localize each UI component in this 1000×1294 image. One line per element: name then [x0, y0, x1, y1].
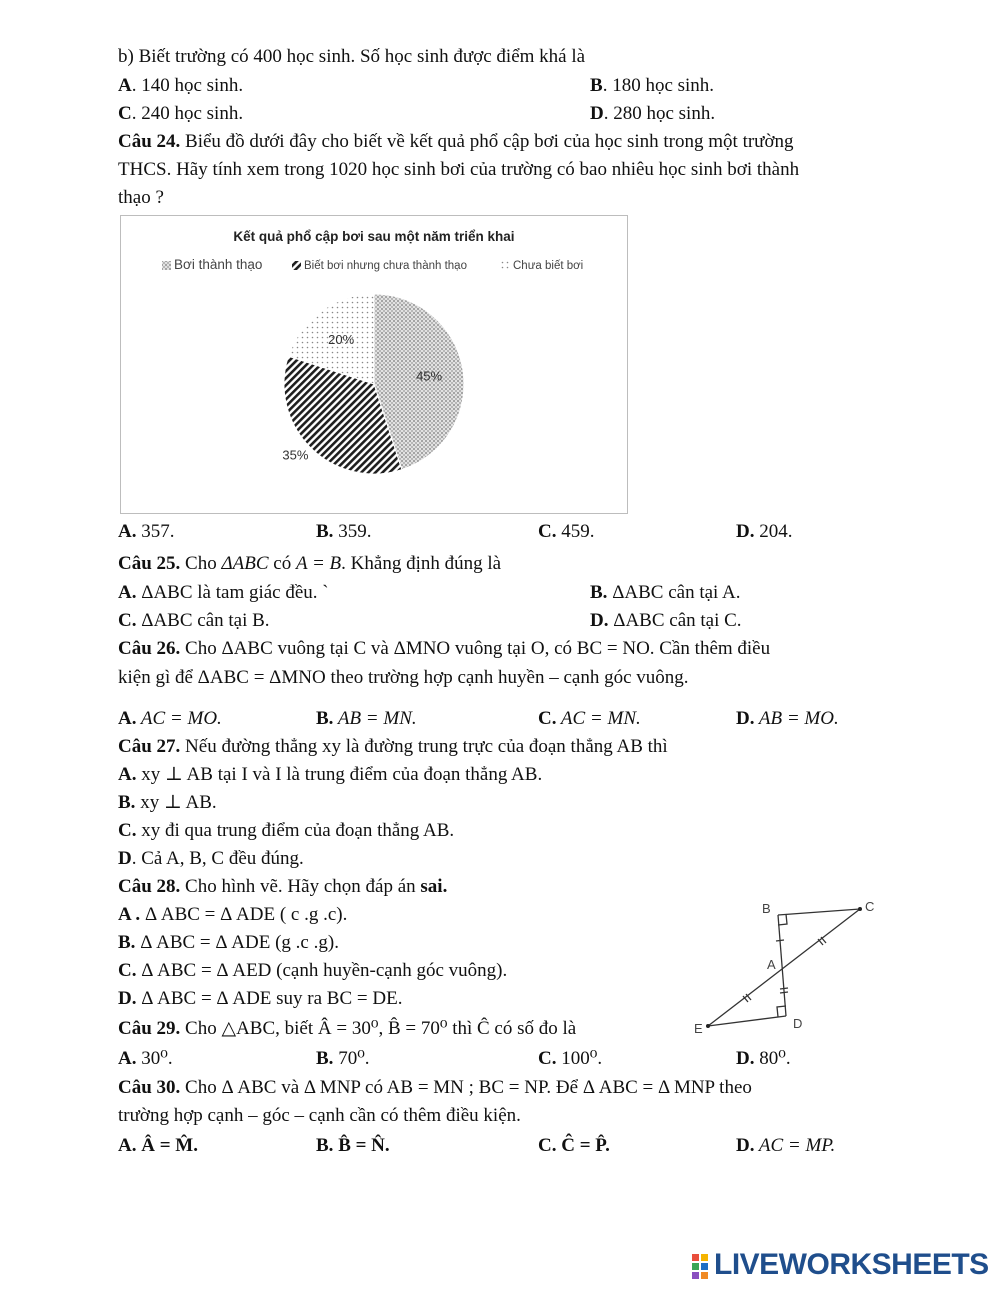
right-angle-b [778, 914, 787, 925]
q26-option-a[interactable]: A. AC = MO. [118, 708, 222, 729]
q25-option-c[interactable]: C. ΔABC cân tại B. [118, 610, 270, 631]
right-angle-d [777, 1006, 786, 1017]
segment-bc [778, 909, 860, 915]
q24-option-c[interactable]: C. 459. [538, 521, 595, 542]
q30-stem-line1: Câu 30. Cho Δ ABC và Δ MNP có AB = MN ; BC = NP. Để Δ ABC = Δ MNP theo [118, 1077, 752, 1098]
pie-label-2: 35% [282, 447, 309, 463]
q24-option-d[interactable]: D. 204. [736, 521, 793, 542]
chart-title: Kết quả phổ cập bơi sau một năm triển khai [233, 229, 515, 244]
q29-option-d[interactable]: D. 80⁰. [736, 1048, 791, 1069]
q26-option-c[interactable]: C. AC = MN. [538, 708, 641, 729]
legend-label-biet-boi: Biết bơi nhưng chưa thành thạo [304, 260, 467, 272]
q25-option-d[interactable]: D. ΔABC cân tại C. [590, 610, 742, 631]
q28-stem: Câu 28. Cho hình vẽ. Hãy chọn đáp án sai. [118, 876, 448, 897]
tick-ab [776, 940, 784, 941]
q29-option-b[interactable]: B. 70⁰. [316, 1048, 370, 1069]
q28-option-d[interactable]: D. Δ ABC = Δ ADE suy ra BC = DE. [118, 988, 403, 1009]
q26-stem-line2: kiện gì để ΔABC = ΔMNO theo trường hợp cạnh huyền – cạnh góc vuông. [118, 667, 689, 688]
q27-stem: Câu 27. Nếu đường thẳng xy là đường trung trực của đoạn thẳng AB thì [118, 736, 668, 757]
legend-label-chua-biet-boi: Chưa biết bơi [513, 260, 584, 272]
q30-stem-line2: trường hợp cạnh – góc – cạnh cần có thêm điều kiện. [118, 1105, 521, 1126]
chart-legend [162, 257, 583, 272]
q23b-option-d[interactable]: D. 280 học sinh. [590, 103, 716, 124]
q24-stem-line3: thạo ? [118, 187, 164, 208]
q30-option-a[interactable]: A. Â = M̂. [118, 1135, 198, 1156]
q26-option-d[interactable]: D. AB = MO. [736, 708, 839, 729]
q23b-stem: b) Biết trường có 400 học sinh. Số học sinh được điểm khá là [118, 46, 586, 67]
q30-option-d[interactable]: D. AC = MP. [736, 1135, 836, 1156]
q25-stem: Câu 25. Cho ΔABC có A = B. Khẳng định đúng là [118, 553, 502, 574]
q28-option-a[interactable]: A . Δ ABC = Δ ADE ( c .g .c). [118, 904, 348, 925]
tick-ad-2 [780, 992, 788, 993]
segment-bd [778, 915, 786, 1016]
label-d: D [793, 1016, 803, 1031]
q27-option-b[interactable]: B. xy ⊥ AB. [118, 792, 217, 813]
legend-swatch-biet-boi [292, 261, 301, 270]
point-c [858, 907, 862, 911]
pie-label-1: 45% [416, 368, 443, 384]
q26-option-b[interactable]: B. AB = MN. [316, 708, 417, 729]
label-b: B [762, 901, 771, 916]
q28-geometry-figure [690, 895, 890, 1040]
legend-label-boi-thanh-thao: Bơi thành thạo [174, 257, 263, 272]
q27-option-a[interactable]: A. xy ⊥ AB tại I và I là trung điểm của đoạn thẳng AB. [118, 764, 543, 785]
q26-stem-line1: Câu 26. Cho ΔABC vuông tại C và ΔMNO vuông tại O, có BC = NO. Cần thêm điều [118, 638, 771, 659]
q24-option-b[interactable]: B. 359. [316, 521, 372, 542]
q24-stem-line2: THCS. Hãy tính xem trong 1020 học sinh bơi của trường có bao nhiêu học sinh bơi thành [118, 159, 800, 180]
q25-option-b[interactable]: B. ΔABC cân tại A. [590, 582, 741, 603]
q29-stem: Câu 29. Cho △ABC, biết Â = 30⁰, B̂ = 70⁰ thì Ĉ có số đo là [118, 1018, 577, 1039]
legend-swatch-chua-biet-boi [501, 261, 510, 270]
q28-option-b[interactable]: B. Δ ABC = Δ ADE (g .c .g). [118, 932, 339, 953]
label-e: E [694, 1021, 703, 1036]
legend-swatch-boi-thanh-thao [162, 261, 171, 270]
pie-slices [284, 294, 464, 474]
q29-option-c[interactable]: C. 100⁰. [538, 1048, 603, 1069]
label-c: C [865, 899, 875, 914]
segment-ce [708, 909, 860, 1026]
q23b-option-c[interactable]: C. 240 học sinh. [118, 103, 244, 124]
q23b-option-a[interactable]: A. 140 học sinh. [118, 75, 244, 96]
q24-option-a[interactable]: A. 357. [118, 521, 175, 542]
q30-option-c[interactable]: C. Ĉ = P̂. [538, 1135, 610, 1156]
q28-option-c[interactable]: C. Δ ABC = Δ AED (cạnh huyền-cạnh góc vuông). [118, 960, 508, 981]
pie-label-3: 20% [328, 331, 355, 347]
q27-option-c[interactable]: C. xy đi qua trung điểm của đoạn thẳng AB. [118, 820, 455, 841]
q25-option-a[interactable]: A. ΔABC là tam giác đều. ` [118, 582, 329, 603]
tick-ad-1 [780, 988, 788, 989]
label-a: A [767, 957, 776, 972]
logo-text: LIVEWORKSHEETS [714, 1248, 989, 1281]
q27-option-d[interactable]: D. Cả A, B, C đều đúng. [118, 848, 304, 869]
point-e [706, 1024, 710, 1028]
q29-option-a[interactable]: A. 30⁰. [118, 1048, 173, 1069]
pie-chart [121, 216, 627, 513]
q30-option-b[interactable]: B. B̂ = N̂. [316, 1135, 390, 1156]
q24-stem-line1: Câu 24. Biểu đồ dưới đây cho biết về kết quả phổ cập bơi của học sinh trong một trường [118, 131, 794, 152]
pie-chart-frame [120, 215, 628, 514]
q23b-option-b[interactable]: B. 180 học sinh. [590, 75, 715, 96]
